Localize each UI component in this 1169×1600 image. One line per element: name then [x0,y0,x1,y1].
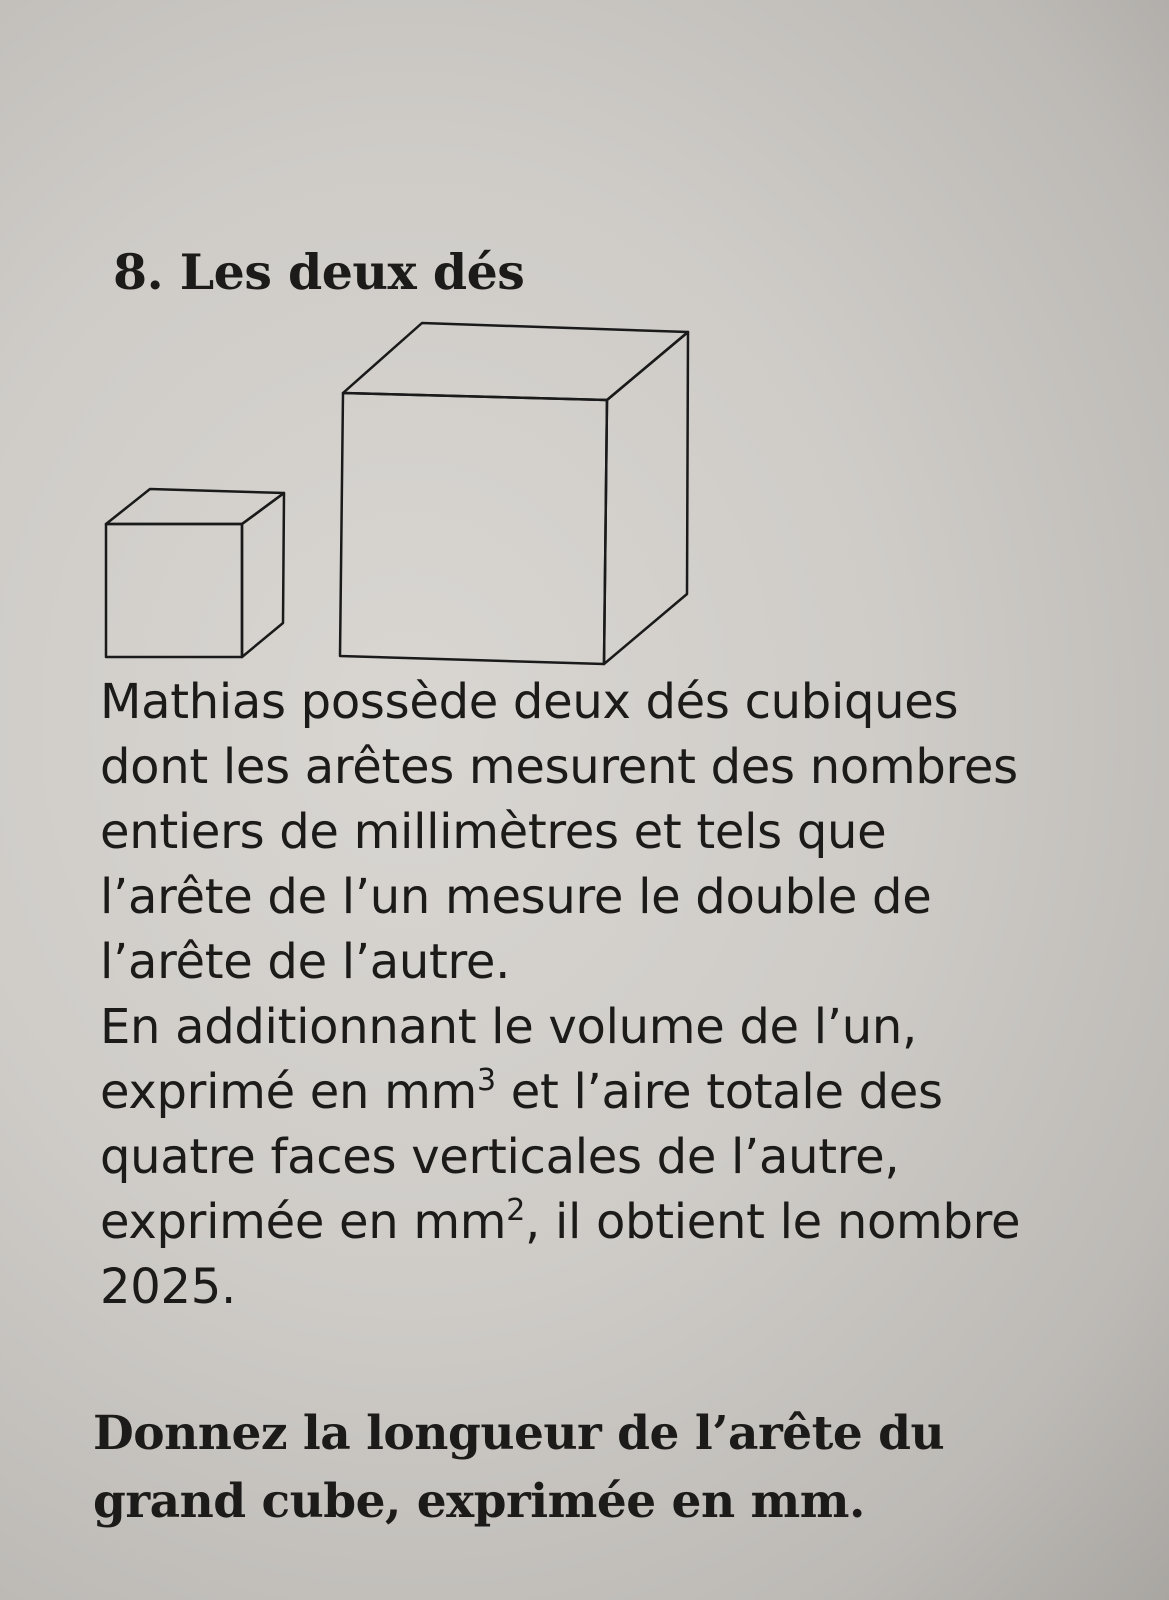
statement-line: entiers de millimètres et tels que [100,804,887,860]
statement-text: exprimé en mm [100,1064,478,1120]
large-cube-front-face [340,393,607,664]
problem-question [93,1400,1153,1536]
statement-line: Mathias possède deux dés cubiques [100,674,959,730]
statement-line-volume-unit [100,1060,1140,1125]
dice-figure [0,0,1169,700]
question-line: grand cube, exprimée en mm. [93,1474,865,1529]
statement-text: , il obtient le nombre [525,1194,1021,1250]
statement-text: exprimée en mm [100,1194,507,1250]
large-cube-top-face [343,323,688,400]
problem-statement [100,670,1140,1320]
cube-exponent: 3 [477,1063,496,1098]
statement-text: et l’aire totale des [495,1064,943,1120]
small-cube [106,489,284,657]
small-cube-front-face [106,524,242,657]
exercise-title: 8. Les deux dés [113,243,525,301]
question-line: Donnez la longueur de l’arête du [93,1406,945,1461]
statement-line: l’arête de l’un mesure le double de [100,869,932,925]
statement-line-area-unit [100,1190,1140,1255]
large-cube-side-face [604,332,688,664]
statement-line: 2025. [100,1259,236,1315]
statement-line: quatre faces verticales de l’autre, [100,1129,900,1185]
large-cube [340,323,688,664]
statement-line: l’arête de l’autre. [100,934,511,990]
small-cube-top-face [106,489,284,524]
small-cube-side-face [242,493,284,657]
statement-line: dont les arêtes mesurent des nombres [100,739,1018,795]
square-exponent: 2 [506,1193,526,1228]
statement-line: En additionnant le volume de l’un, [100,999,917,1055]
